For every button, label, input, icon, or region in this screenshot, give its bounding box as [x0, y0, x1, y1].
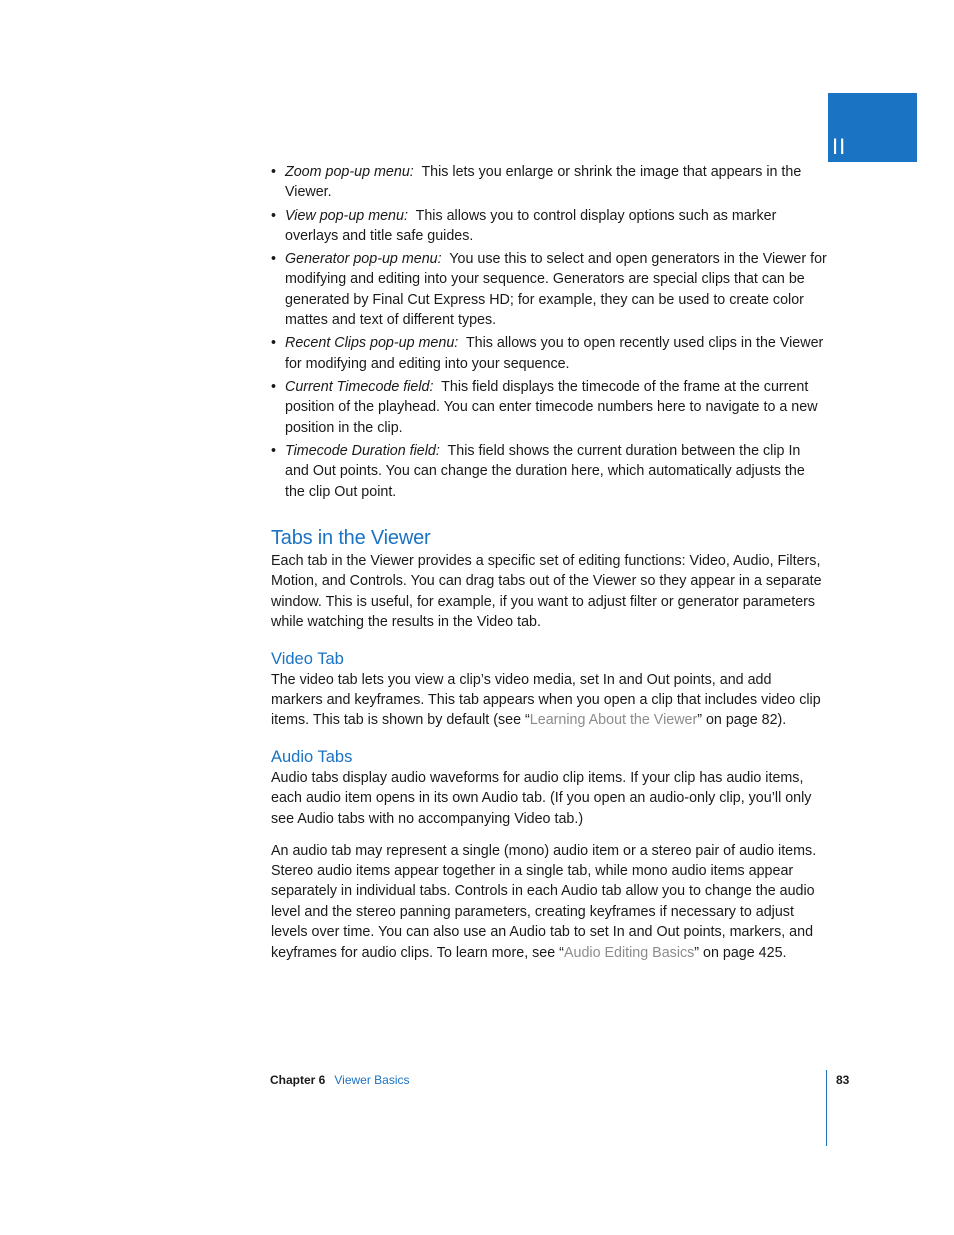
list-item — [271, 377, 827, 438]
bullet-dot: • — [271, 207, 277, 224]
audio-tabs-text: An audio tab may represent a single (mono) audio item or a stereo pair of audio items. Stereo audio items appear together in a single tab, while mono audio items appear separately in individual tabs. Controls in each Audio tab allow you to change the audio level and the stereo panning parameters, creating keyframes if necessary to adjust levels over time. You can also use an Audio tab to set In and Out points, markers, and keyframes for audio clips. To learn more, see “ — [271, 842, 817, 961]
bullet-text: This field displays the timecode of the frame at the current position of the playhead. You can enter timecode numbers here to navigate to a new position in the clip. — [285, 378, 818, 436]
xref-link-audio-editing-basics[interactable]: Audio Editing Basics — [563, 944, 695, 961]
section-heading-tabs-in-viewer: Tabs in the Viewer — [271, 526, 431, 549]
bullet-term: Generator pop-up menu: — [285, 251, 442, 267]
page-content — [271, 162, 827, 963]
audio-tabs-body-2 — [271, 841, 827, 963]
bullet-term: Recent Clips pop-up menu: — [285, 335, 459, 352]
part-tab-label: II — [832, 134, 847, 159]
page-footer — [270, 1072, 410, 1088]
bullet-text: You use this to select and open generators in the Viewer for modifying and editing into your sequence. Generators are special clips that can be generated by Final Cut Express HD; for example, they can be used to create color mattes and text of different types. — [285, 251, 827, 329]
subsection-heading-video-tab: Video Tab — [271, 649, 344, 668]
bullet-text: This allows you to open recently used clips in the Viewer for modifying and editing into your sequence. — [285, 335, 824, 372]
bullet-dot: • — [271, 164, 277, 180]
video-tab-text: The video tab lets you view a clip’s video media, set In and Out points, and add markers and keyframes. This tab appears when you open a clip that includes video clip items. This tab is shown by default (see “ — [271, 671, 821, 729]
bullet-text: This lets you enlarge or shrink the image that appears in the Viewer. — [285, 164, 802, 201]
page-number: 83 — [836, 1073, 850, 1087]
bullet-text: This allows you to control display options such as marker overlays and title safe guides. — [285, 207, 777, 244]
list-item — [271, 333, 827, 374]
audio-tabs-body-1: Audio tabs display audio waveforms for audio clip items. If your clip has audio items, each audio item opens in its own Audio tab. (If you open an audio-only clip, you’ll only see Audio tabs with no accompanying Video tab.) — [271, 769, 812, 827]
bullet-dot: • — [271, 378, 277, 395]
bullet-list — [271, 162, 827, 502]
bullet-dot: • — [271, 251, 277, 267]
video-tab-body — [271, 670, 827, 731]
part-tab — [828, 93, 917, 162]
bullet-dot: • — [271, 335, 277, 352]
bullet-term: Timecode Duration field: — [285, 442, 440, 459]
bullet-text: This field shows the current duration between the clip In and Out points. You can change the duration here, which automatically adjusts the the clip Out point. — [285, 442, 805, 500]
xref-link-learning-about-viewer[interactable]: Learning About the Viewer — [529, 712, 698, 729]
footer-divider — [826, 1070, 827, 1146]
bullet-term: View pop-up menu: — [285, 207, 408, 224]
bullet-term: Zoom pop-up menu: — [285, 164, 414, 180]
footer-chapter: Chapter 6 — [270, 1073, 326, 1087]
list-item — [271, 162, 827, 203]
list-item — [271, 206, 827, 247]
subsection-heading-audio-tabs: Audio Tabs — [271, 747, 353, 766]
tabs-section-body: Each tab in the Viewer provides a specific set of editing functions: Video, Audio, Filters, Motion, and Controls. You can drag tabs out of the Viewer so they appear in a separate window. This is useful, for example, if you want to adjust filter or generator parameters while watching the results in the Video tab. — [271, 552, 822, 631]
audio-tabs-text-end: ” on page 425. — [694, 944, 787, 961]
bullet-term: Current Timecode field: — [285, 378, 434, 395]
list-item — [271, 441, 827, 502]
video-tab-text-end: ” on page 82). — [697, 712, 787, 729]
bullet-dot: • — [271, 442, 277, 459]
list-item — [271, 249, 827, 331]
footer-chapter-title: Viewer Basics — [334, 1073, 410, 1087]
